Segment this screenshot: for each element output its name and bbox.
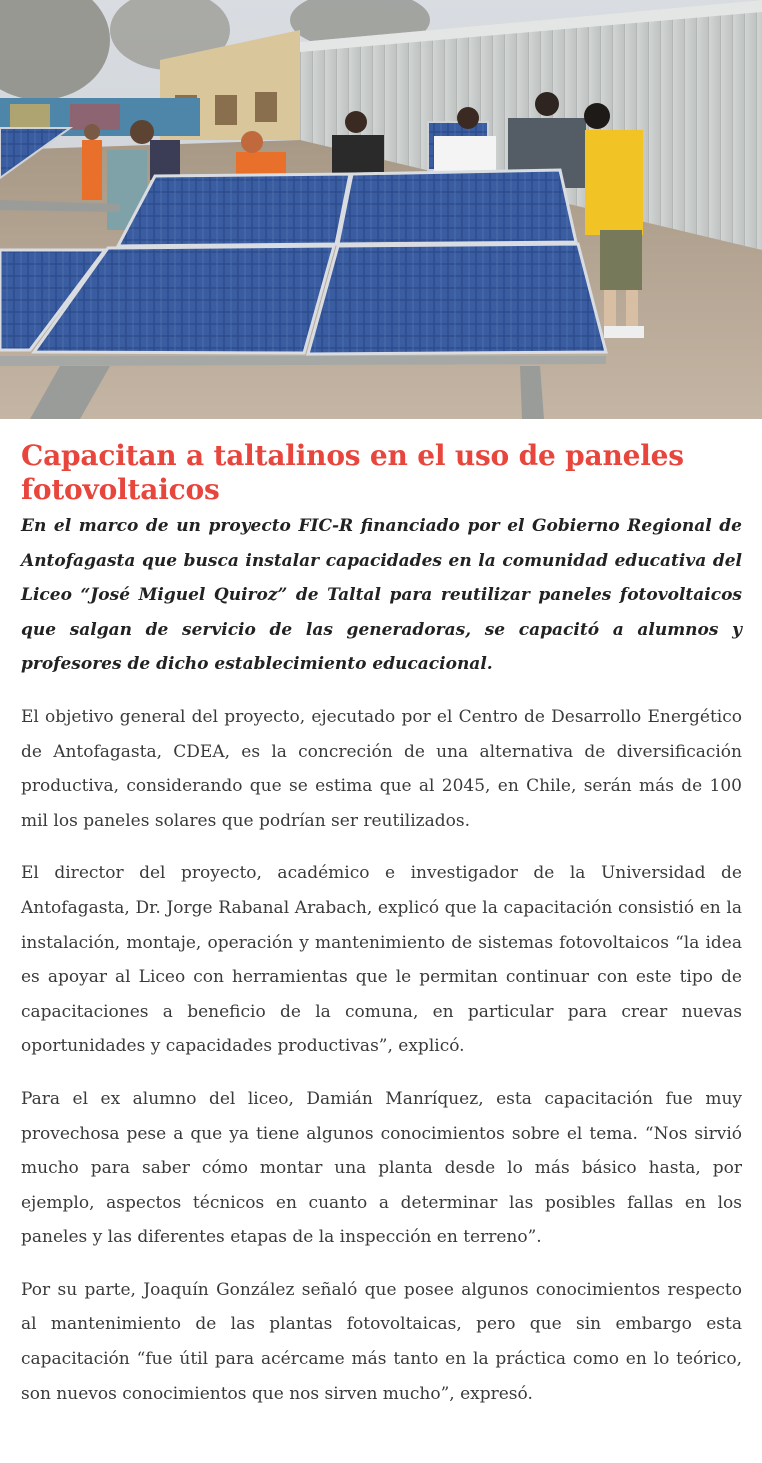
article-title: Capacitan a taltalinos en el uso de paneles fotovoltaicos (21, 439, 684, 506)
article-lead: En el marco de un proyecto FIC-R financiado por el Gobierno Regional de Antofagasta que busca instalar capacidades en la comunidad educativa del Liceo “José Miguel Quiroz” de Taltal para reutilizar paneles fotovoltaicos que salgan de servicio de las generadoras, se capacitó a alumnos y profesores de dicho establecimiento educacional. (21, 516, 742, 675)
article-paragraph: Por su parte, Joaquín González señaló que posee algunos conocimientos respecto al mantenimiento de las plantas fotovoltaicas, pero que sin embargo esta capacitación “fue útil para acércame más tanto en la práctica como en lo teórico, son nuevos conocimientos que nos sirven mucho”, expresó. (21, 1279, 742, 1404)
article-photo (0, 0, 762, 419)
article-paragraph: El objetivo general del proyecto, ejecutado por el Centro de Desarrollo Energético de Antofagasta, CDEA, es la concreción de una alternativa de diversificación productiva, considerando que se estima que al 2045, en Chile, serán más de 100 mil los paneles solares que podrían ser reutilizados. (21, 706, 742, 831)
article-paragraph: El director del proyecto, académico e investigador de la Universidad de Antofagasta, Dr. Jorge Rabanal Arabach, explicó que la capacitación consistió en la instalación, montaje, operación y mantenimiento de sistemas fotovoltaicos “la idea es apoyar al Liceo con herramientas que le permitan continuar con este tipo de capacitaciones a beneficio de la comuna, en particular para crear nuevas oportunidades y capacidades productivas”, explicó. (21, 863, 742, 1057)
article-body (0, 419, 762, 1411)
article-paragraph: Para el ex alumno del liceo, Damián Manríquez, esta capacitación fue muy provechosa pese a que ya tiene algunos conocimientos sobre el tema. “Nos sirvió mucho para saber cómo montar una planta desde lo más básico hasta, por ejemplo, aspectos técnicos en cuanto a determinar las posibles fallas en los paneles y las diferentes etapas de la inspección en terreno”. (21, 1088, 742, 1248)
